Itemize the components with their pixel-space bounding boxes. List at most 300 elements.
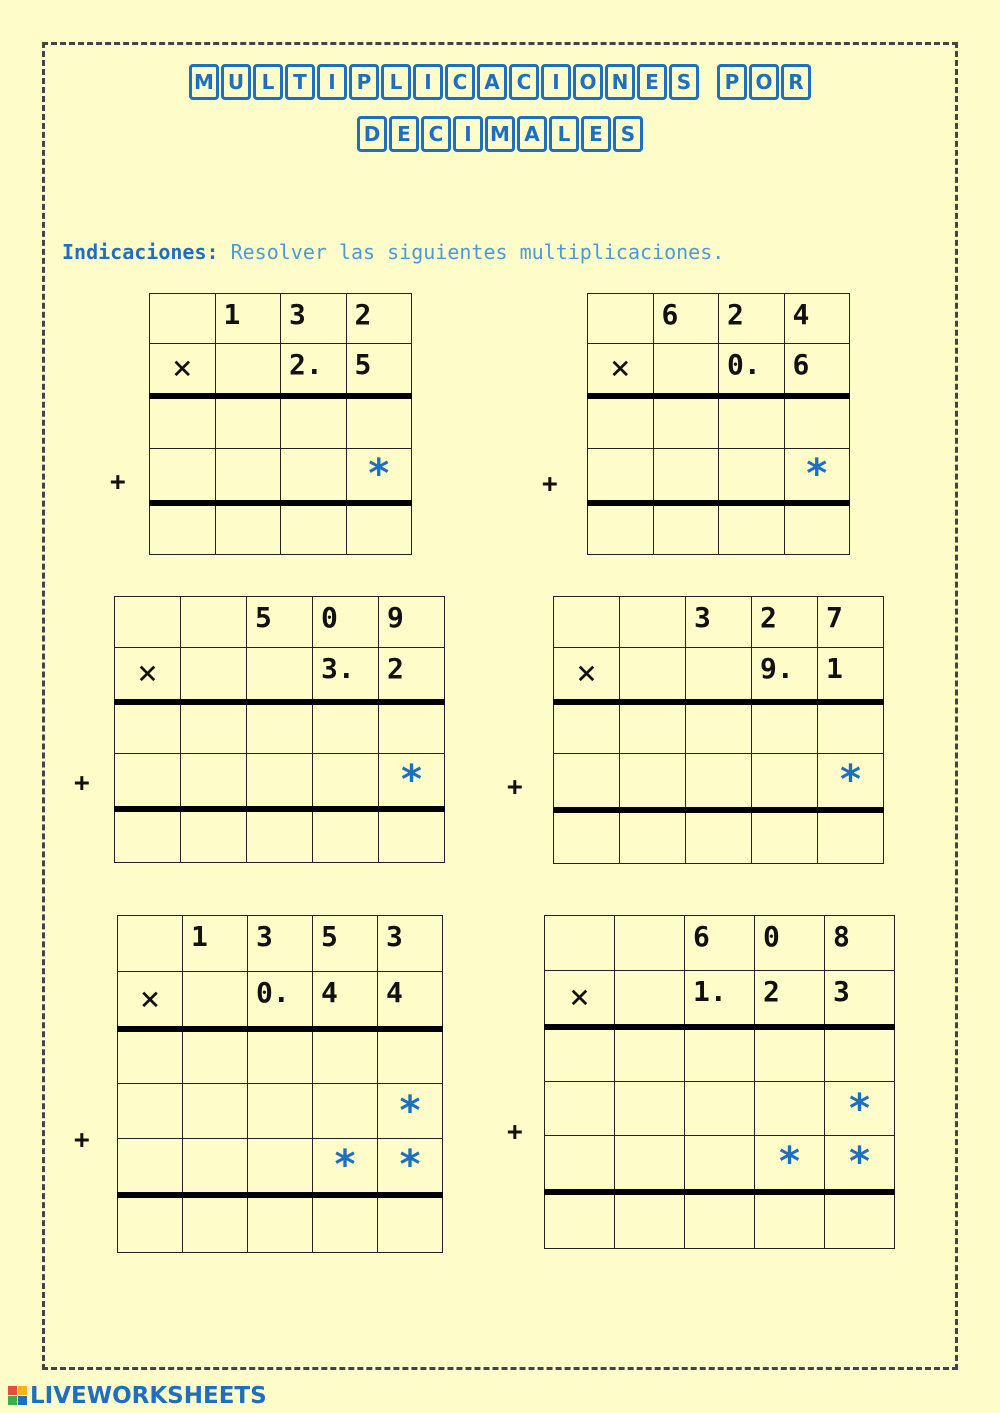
partial-product-cell[interactable]: [346, 396, 412, 449]
cell-value: [313, 1032, 377, 1036]
partial-product-cell[interactable]: [281, 449, 347, 503]
plus-sign: +: [507, 772, 523, 802]
liveworksheets-logo[interactable]: [8, 1383, 267, 1409]
title-letter-tile: L: [381, 64, 411, 100]
partial-product-cell[interactable]: [118, 1029, 183, 1084]
plus-sign: +: [110, 467, 126, 497]
partial-product-cell[interactable]: [752, 702, 818, 754]
cell-value: [118, 1032, 182, 1036]
cell-value: [615, 1082, 684, 1086]
partial-product-cell[interactable]: [719, 449, 785, 503]
multiplicand-digit: [620, 597, 686, 648]
partial-product-cell[interactable]: [313, 1084, 378, 1139]
times-sign: ×: [588, 344, 654, 396]
cell-value: 4: [321, 976, 338, 1009]
cell-value: 7: [826, 601, 843, 634]
partial-product-cell[interactable]: [752, 754, 818, 810]
multiplicand-digit: [346, 294, 412, 344]
multiplier-digit: [752, 648, 818, 702]
title-letter-tile: D: [357, 116, 387, 152]
grid-row: [545, 1192, 895, 1249]
cell-value: [588, 449, 653, 453]
title-letter-tile: P: [349, 64, 379, 100]
partial-product-cell[interactable]: [653, 396, 719, 449]
partial-product-cell[interactable]: [784, 396, 850, 449]
partial-product-cell[interactable]: [281, 396, 347, 449]
cell-value: [115, 597, 180, 601]
partial-product-cell[interactable]: [379, 702, 445, 754]
multiplicand-digit: [247, 597, 313, 648]
cell-value: [755, 1082, 824, 1086]
partial-product-cell[interactable]: [588, 396, 654, 449]
grid-row: [588, 449, 850, 503]
instructions-label: Indicaciones:: [62, 240, 219, 264]
partial-product-cell[interactable]: [313, 1029, 378, 1084]
answer-cell[interactable]: [313, 1195, 378, 1253]
partial-product-cell[interactable]: [588, 449, 654, 503]
cell-value: [554, 705, 619, 709]
multiplier-digit: [615, 971, 685, 1027]
title-letter-tile: R: [781, 64, 811, 100]
placeholder-star-icon: *: [346, 449, 412, 503]
answer-cell[interactable]: [752, 810, 818, 864]
title-letter-tile: E: [637, 64, 667, 100]
plus-sign: +: [74, 768, 90, 798]
multiplier-digit: [281, 344, 347, 396]
grid-row: [118, 1084, 443, 1139]
partial-product-cell[interactable]: [183, 1029, 248, 1084]
cell-value: [216, 399, 281, 403]
partial-product-cell[interactable]: [378, 1029, 443, 1084]
multiplier-digit: [685, 971, 755, 1027]
partial-product-cell[interactable]: [150, 449, 216, 503]
multiplier-digit: [346, 344, 412, 396]
multiplier-digit: [313, 972, 378, 1029]
cell-value: [313, 754, 378, 758]
multiplier-digit: [653, 344, 719, 396]
cell-value: [588, 399, 653, 403]
multiplicand-digit: [378, 916, 443, 972]
cell-value: [379, 705, 444, 709]
answer-cell[interactable]: [346, 503, 412, 555]
cell-value: [654, 399, 719, 403]
title-letter-tile: I: [541, 64, 571, 100]
multiplicand-digit: [818, 597, 884, 648]
answer-cell[interactable]: [554, 810, 620, 864]
partial-product-cell[interactable]: [183, 1084, 248, 1139]
multiplier-digit: [248, 972, 313, 1029]
grid-row: [545, 1136, 895, 1192]
times-sign: ×: [545, 971, 615, 1027]
cell-value: [545, 1030, 614, 1034]
title-letter-tile: C: [509, 64, 539, 100]
cell-value: [118, 916, 182, 920]
cell-value: 0.: [256, 976, 290, 1009]
answer-cell[interactable]: [818, 810, 884, 864]
cell-value: [654, 449, 719, 453]
cell-value: [347, 399, 412, 403]
multiplicand-digit: [545, 916, 615, 971]
cell-value: [686, 754, 751, 758]
grid-row: [554, 754, 884, 810]
cell-value: [378, 1032, 442, 1036]
grid-row: [118, 1029, 443, 1084]
cell-value: [686, 648, 751, 652]
cell-value: [654, 344, 719, 348]
cell-value: [685, 1082, 754, 1086]
multiplicand-digit: [313, 916, 378, 972]
partial-product-cell[interactable]: [115, 754, 181, 809]
multiplier-digit: [719, 344, 785, 396]
answer-cell[interactable]: [686, 810, 752, 864]
partial-product-cell[interactable]: [181, 754, 247, 809]
grid-row: [545, 971, 895, 1027]
multiplicand-digit: [615, 916, 685, 971]
cell-value: [247, 705, 312, 709]
partial-product-cell[interactable]: [685, 1136, 755, 1192]
partial-product-cell[interactable]: [313, 754, 379, 809]
grid-row: [545, 1082, 895, 1136]
cell-value: [216, 344, 281, 348]
partial-product-cell[interactable]: [615, 1082, 685, 1136]
grid-row: [554, 597, 884, 648]
multiplication-grid-1: [149, 293, 412, 555]
title-letter-tile: O: [573, 64, 603, 100]
multiplicand-digit: [215, 294, 281, 344]
partial-product-cell[interactable]: [118, 1139, 183, 1195]
partial-product-cell[interactable]: [183, 1139, 248, 1195]
partial-product-cell[interactable]: [615, 1027, 685, 1082]
partial-product-cell[interactable]: [115, 702, 181, 754]
cell-value: [686, 705, 751, 709]
placeholder-star-icon: *: [379, 754, 445, 809]
title-line-2: [0, 116, 1000, 152]
cell-value: [313, 705, 378, 709]
cell-value: [825, 1030, 894, 1034]
partial-product-cell[interactable]: [545, 1027, 615, 1082]
partial-product-cell[interactable]: [247, 702, 313, 754]
answer-cell[interactable]: [825, 1192, 895, 1249]
cell-value: 1: [223, 298, 241, 331]
cell-value: [615, 916, 684, 920]
multiplicand-digit: [183, 916, 248, 972]
cell-value: 6: [661, 298, 679, 331]
cell-value: [545, 1136, 614, 1140]
cell-value: [181, 705, 246, 709]
cell-value: 1: [191, 920, 208, 953]
answer-cell[interactable]: [685, 1192, 755, 1249]
cell-value: [719, 449, 784, 453]
cell-value: [183, 1032, 247, 1036]
answer-cell[interactable]: [150, 503, 216, 555]
cell-value: [150, 294, 215, 298]
cell-value: [181, 648, 246, 652]
multiplier-digit: [825, 971, 895, 1027]
cell-value: [752, 754, 817, 758]
cell-value: [115, 705, 180, 709]
multiplier-digit: [215, 344, 281, 396]
plus-sign: +: [74, 1125, 90, 1155]
title-letter-tile: A: [517, 116, 547, 152]
multiplication-grid-6: [544, 915, 895, 1249]
answer-cell[interactable]: [719, 503, 785, 555]
grid-row: [118, 1139, 443, 1195]
multiplicand-digit: [115, 597, 181, 648]
cell-value: 3: [289, 298, 306, 331]
cell-value: 2: [763, 975, 780, 1008]
cell-value: [554, 597, 619, 601]
cell-value: [588, 294, 653, 298]
cell-value: 5: [321, 920, 338, 953]
cell-value: [216, 449, 281, 453]
title-line-1: [0, 64, 1000, 100]
partial-product-cell[interactable]: [248, 1029, 313, 1084]
answer-cell[interactable]: [181, 809, 247, 863]
grid-row: [115, 702, 445, 754]
answer-cell[interactable]: [215, 503, 281, 555]
cell-value: [115, 754, 180, 758]
instructions: [62, 240, 724, 264]
answer-cell[interactable]: [653, 503, 719, 555]
multiplicand-digit: [554, 597, 620, 648]
title-letter-tile: M: [189, 64, 219, 100]
cell-value: [615, 1136, 684, 1140]
title-letter-tile: L: [253, 64, 283, 100]
title-letter-tile: N: [605, 64, 635, 100]
cell-value: [620, 597, 685, 601]
multiplier-digit: [247, 648, 313, 702]
cell-value: 3: [694, 601, 711, 634]
cell-value: [719, 399, 784, 403]
partial-product-cell[interactable]: [247, 754, 313, 809]
title-letter-tile: S: [613, 116, 643, 152]
multiplier-digit: [755, 971, 825, 1027]
partial-product-cell[interactable]: [545, 1082, 615, 1136]
cell-value: [281, 399, 346, 403]
title-letter-tile: I: [317, 64, 347, 100]
cell-value: 2: [760, 601, 777, 634]
times-sign: ×: [554, 648, 620, 702]
cell-value: 9.: [760, 652, 794, 685]
cell-value: 3: [833, 975, 850, 1008]
answer-cell[interactable]: [115, 809, 181, 863]
cell-value: [248, 1084, 312, 1088]
title-letter-tile: E: [581, 116, 611, 152]
multiplication-grid-3: [114, 596, 445, 863]
answer-cell[interactable]: [118, 1195, 183, 1253]
cell-value: 3: [256, 920, 273, 953]
multiplier-digit: [183, 972, 248, 1029]
multiplication-grid-4: [553, 596, 884, 864]
placeholder-star-icon: *: [818, 754, 884, 810]
cell-value: 3: [386, 920, 403, 953]
placeholder-star-icon: *: [378, 1139, 443, 1195]
cell-value: [183, 1084, 247, 1088]
title-letter-tile: I: [453, 116, 483, 152]
cell-value: [183, 972, 247, 976]
multiplier-digit: [378, 972, 443, 1029]
grid-row: [545, 916, 895, 971]
times-sign: ×: [118, 972, 183, 1029]
partial-product-cell[interactable]: [755, 1027, 825, 1082]
multiplication-grid-2: [587, 293, 850, 555]
partial-product-cell[interactable]: [686, 754, 752, 810]
multiplicand-digit: [653, 294, 719, 344]
grid-row: [588, 396, 850, 449]
answer-cell[interactable]: [620, 810, 686, 864]
partial-product-cell[interactable]: [215, 396, 281, 449]
grid-row: [588, 294, 850, 344]
partial-product-cell[interactable]: [545, 1136, 615, 1192]
cell-value: [183, 1139, 247, 1143]
title-letter-tile: E: [389, 116, 419, 152]
placeholder-star-icon: *: [378, 1084, 443, 1139]
grid-row: [118, 916, 443, 972]
cell-value: 9: [387, 601, 404, 634]
placeholder-star-icon: *: [784, 449, 850, 503]
partial-product-cell[interactable]: [818, 702, 884, 754]
grid-row: [554, 810, 884, 864]
placeholder-star-icon: *: [825, 1136, 895, 1192]
answer-cell[interactable]: [313, 809, 379, 863]
instructions-text: Resolver las siguientes multiplicaciones.: [230, 240, 725, 264]
answer-cell[interactable]: [784, 503, 850, 555]
cell-value: 6: [693, 920, 710, 953]
multiplicand-digit: [379, 597, 445, 648]
multiplication-grid-5: [117, 915, 443, 1253]
answer-cell[interactable]: [247, 809, 313, 863]
partial-product-cell[interactable]: [686, 702, 752, 754]
answer-cell[interactable]: [378, 1195, 443, 1253]
grid-row: [150, 503, 412, 555]
cell-value: [248, 1032, 312, 1036]
cell-value: [620, 705, 685, 709]
partial-product-cell[interactable]: [248, 1084, 313, 1139]
multiplicand-digit: [752, 597, 818, 648]
multiplicand-digit: [150, 294, 216, 344]
multiplier-digit: [313, 648, 379, 702]
answer-cell[interactable]: [248, 1195, 313, 1253]
partial-product-cell[interactable]: [248, 1139, 313, 1195]
partial-product-cell[interactable]: [825, 1027, 895, 1082]
grid-row: [554, 702, 884, 754]
answer-cell[interactable]: [755, 1192, 825, 1249]
grid-row: [150, 396, 412, 449]
cell-value: [755, 1030, 824, 1034]
cell-value: [281, 449, 346, 453]
grid-row: [545, 1027, 895, 1082]
multiplier-digit: [620, 648, 686, 702]
plus-sign: +: [507, 1117, 523, 1147]
cell-value: [545, 1082, 614, 1086]
multiplier-digit: [181, 648, 247, 702]
partial-product-cell[interactable]: [313, 702, 379, 754]
cell-value: [181, 754, 246, 758]
title-letter-tile: C: [421, 116, 451, 152]
partial-product-cell[interactable]: [150, 396, 216, 449]
title-letter-tile: C: [445, 64, 475, 100]
cell-value: [247, 754, 312, 758]
grid-row: [588, 503, 850, 555]
multiplicand-digit: [685, 916, 755, 971]
multiplicand-digit: [313, 597, 379, 648]
cell-value: [313, 1084, 377, 1088]
title-letter-tile: M: [485, 116, 515, 152]
cell-value: [818, 705, 883, 709]
title-space: [701, 64, 715, 94]
partial-product-cell[interactable]: [554, 754, 620, 810]
cell-value: [118, 1084, 182, 1088]
grid-row: [118, 972, 443, 1029]
cell-value: [752, 705, 817, 709]
cell-value: [620, 648, 685, 652]
grid-row: [150, 344, 412, 396]
cell-value: [620, 754, 685, 758]
answer-cell[interactable]: [281, 503, 347, 555]
partial-product-cell[interactable]: [620, 754, 686, 810]
answer-cell[interactable]: [379, 809, 445, 863]
answer-cell[interactable]: [545, 1192, 615, 1249]
partial-product-cell[interactable]: [118, 1084, 183, 1139]
cell-value: 2: [387, 652, 404, 685]
answer-cell[interactable]: [588, 503, 654, 555]
cell-value: 2: [727, 298, 744, 331]
cell-value: [248, 1139, 312, 1143]
partial-product-cell[interactable]: [755, 1082, 825, 1136]
partial-product-cell[interactable]: [653, 449, 719, 503]
cell-value: [554, 754, 619, 758]
title-letter-tile: O: [749, 64, 779, 100]
partial-product-cell[interactable]: [215, 449, 281, 503]
partial-product-cell[interactable]: [620, 702, 686, 754]
multiplicand-digit: [118, 916, 183, 972]
cell-value: 1: [826, 652, 843, 685]
partial-product-cell[interactable]: [615, 1136, 685, 1192]
multiplicand-digit: [755, 916, 825, 971]
cell-value: [615, 1030, 684, 1034]
grid-row: [118, 1195, 443, 1253]
times-sign: ×: [115, 648, 181, 702]
answer-cell[interactable]: [183, 1195, 248, 1253]
cell-value: [150, 449, 215, 453]
cell-value: [615, 971, 684, 975]
cell-value: [181, 597, 246, 601]
title-letter-tile: I: [413, 64, 443, 100]
multiplicand-digit: [719, 294, 785, 344]
cell-value: 8: [833, 920, 850, 953]
placeholder-star-icon: *: [313, 1139, 378, 1195]
answer-cell[interactable]: [615, 1192, 685, 1249]
cell-value: [247, 648, 312, 652]
grid-row: [150, 294, 412, 344]
cell-value: 3.: [321, 652, 355, 685]
cell-value: [118, 1139, 182, 1143]
partial-product-cell[interactable]: [181, 702, 247, 754]
placeholder-star-icon: *: [825, 1082, 895, 1136]
cell-value: [545, 916, 614, 920]
partial-product-cell[interactable]: [719, 396, 785, 449]
multiplicand-digit: [248, 916, 313, 972]
multiplicand-digit: [588, 294, 654, 344]
grid-row: [115, 648, 445, 702]
grid-row: [115, 754, 445, 809]
cell-value: 2: [354, 298, 372, 331]
multiplier-digit: [818, 648, 884, 702]
cell-value: 4: [386, 976, 403, 1009]
partial-product-cell[interactable]: [685, 1027, 755, 1082]
partial-product-cell[interactable]: [685, 1082, 755, 1136]
partial-product-cell[interactable]: [554, 702, 620, 754]
